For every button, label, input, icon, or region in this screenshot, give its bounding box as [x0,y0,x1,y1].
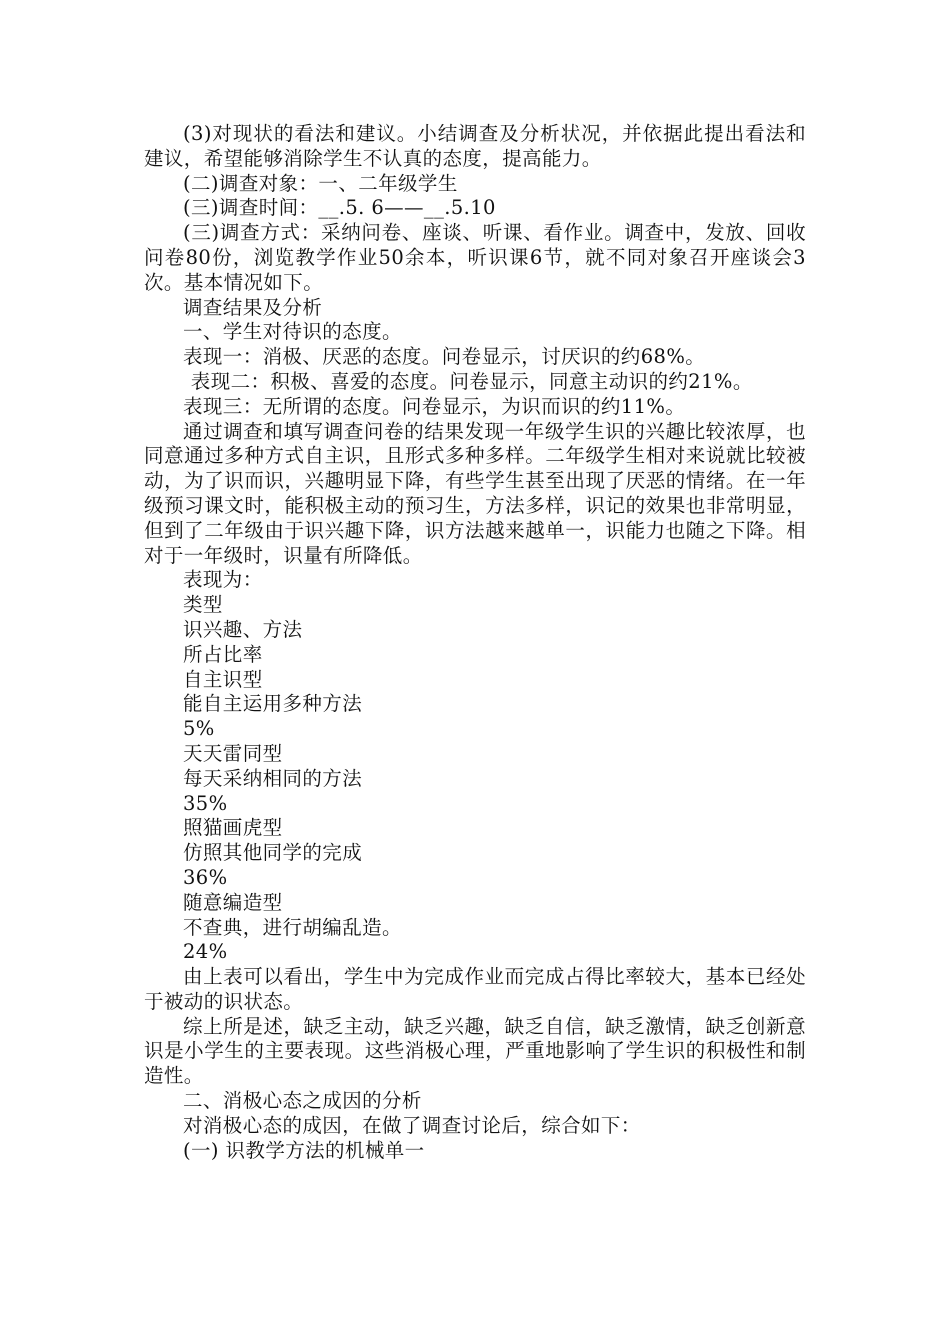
paragraph-performance-two: 表现二：积极、喜爱的态度。问卷显示，同意主动识的约21%。 [190,369,753,393]
table-cell-header-interest-method: 识兴趣、方法 [183,617,303,641]
table-cell-type-self-directed: 自主识型 [183,667,263,691]
table-cell-ratio-self-directed: 5% [183,717,215,741]
table-cell-ratio-random: 24% [183,940,228,964]
paragraph-performance-three: 表现三：无所谓的态度。问卷显示，为识而识的约11%。 [183,394,686,418]
table-cell-ratio-imitation: 36% [183,865,228,889]
paragraph-survey-time: (三)调查时间：__.5. 6——__.5.10 [183,196,496,220]
heading-results-analysis: 调查结果及分析 [183,295,323,319]
heading-student-attitude: 一、学生对待识的态度。 [183,320,402,344]
table-cell-method-imitation: 仿照其他同学的完成 [183,841,363,865]
table-cell-type-same-daily: 天天雷同型 [183,741,283,765]
paragraph-current-status-suggestions: (3)对现状的看法和建议。小结调查及分析状况，并依据此提出看法和建议，希望能够消除学生不认真的态度，提高能力。 [144,122,806,170]
paragraph-performance-one: 表现一：消极、厌恶的态度。问卷显示，讨厌识的约68%。 [183,345,706,369]
table-cell-method-same-daily: 每天采纳相同的方法 [183,766,363,790]
table-cell-ratio-same-daily: 35% [183,791,228,815]
document-body [144,122,806,1163]
table-cell-header-ratio: 所占比率 [183,642,263,666]
paragraph-survey-findings: 通过调查和填写调查问卷的结果发现一年级学生识的兴趣比较浓厚，也同意通过多种方式自主识，且形式多种多样。二年级学生相对来说就比较被动，为了识而识，兴趣明显下降，有些学生甚至出现了厌恶的情绪。在一年级预习课文时，能积极主动的预习生，方法多样，识记的效果也非常明显，但到了二年级由于识兴趣下降，识方法越来越单一，识能力也随之下降。相对于一年级时，识量有所降低。 [144,419,806,567]
paragraph-shown-as: 表现为： [183,568,263,592]
paragraph-table-conclusion: 由上表可以看出，学生中为完成作业而完成占得比率较大，基本已经处于被动的识状态。 [144,965,806,1013]
heading-cause-analysis: 二、消极心态之成因的分析 [183,1089,422,1113]
table-cell-method-random: 不查典，进行胡编乱造。 [183,915,402,939]
table-cell-type-random: 随意编造型 [183,890,283,914]
paragraph-cause-intro: 对消极心态的成因，在做了调查讨论后，综合如下： [183,1113,641,1137]
paragraph-survey-subjects: (二)调查对象：一、二年级学生 [183,171,458,195]
table-cell-method-self-directed: 能自主运用多种方法 [183,692,363,716]
table-cell-type-imitation: 照猫画虎型 [183,816,283,840]
table-cell-header-type: 类型 [183,593,223,617]
paragraph-survey-method: (三)调查方式：采纳问卷、座谈、听课、看作业。调查中，发放、回收问卷80份，浏览教学作业50余本，听识课6节，就不同对象召开座谈会3次。基本情况如下。 [144,221,806,294]
paragraph-summary: 综上所是述，缺乏主动，缺乏兴趣，缺乏自信，缺乏激情，缺乏创新意识是小学生的主要表现。这些消极心理，严重地影响了学生识的积极性和制造性。 [144,1014,806,1088]
heading-teaching-method: (一) 识教学方法的机械单一 [183,1138,425,1162]
